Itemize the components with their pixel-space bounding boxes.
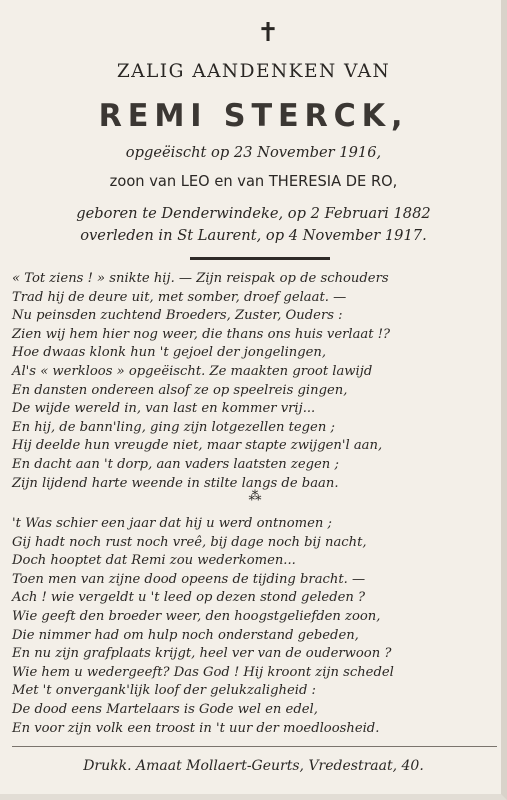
poem-line: Al's « werkloos » opgeëischt. Ze maakten groot lawijd (12, 363, 373, 379)
cross-icon: ✝ (257, 18, 279, 48)
heading: ZALIG AANDENKEN VAN (116, 60, 391, 82)
printer-credit: Drukk. Amaat Mollaert-Geurts, Vredestraat, 40. (83, 758, 424, 774)
poem-line: En dansten ondereen alsof ze op speelreis gingen, (12, 382, 348, 398)
poem-line: 't Was schier een jaar dat hij u werd ontnomen ; (12, 516, 332, 531)
birth-line: geboren te Denderwindeke, op 2 Februari 1882 (76, 204, 431, 222)
deceased-name: REMI STERCK, (98, 98, 409, 134)
poem-line: De dood eens Martelaars is Gode wel en edel, (12, 701, 318, 717)
poem-line: Zijn lijdend harte weende in stilte langs de baan. (12, 475, 339, 491)
poem-line: De wijde wereld in, van last en kommer vrij... (12, 401, 316, 417)
poem-stanza-1 (12, 270, 504, 493)
poem-line: En dacht aan 't dorp, aan vaders laatsten zegen ; (12, 456, 339, 472)
parents-line: zoon van LEO en van THERESIA DE RO, (109, 172, 398, 190)
called-up-date: opgeëischt op 23 November 1916, (125, 143, 382, 161)
footer-rule (12, 746, 497, 747)
poem-line: Toen men van zijne dood opeens de tijding bracht. — (12, 571, 366, 587)
poem-line: Doch hooptet dat Remi zou wederkomen... (12, 553, 296, 569)
poem-line: En nu zijn grafplaats krijgt, heel ver van de ouderwoon ? (12, 646, 392, 662)
poem-line: Hoe dwaas klonk hun 't gejoel der jongelingen, (12, 345, 327, 361)
poem-line: Die nimmer had om hulp noch onderstand gebeden, (12, 627, 359, 643)
poem-line: Trad hij de deure uit, met somber, droef gelaat. — (12, 289, 347, 305)
poem-line: Wie hem u wedergeeft? Das God ! Hij kroont zijn schedel (12, 664, 394, 680)
ornament-icon: ⁂ (248, 489, 262, 504)
poem-line: En voor zijn volk een troost in 't uur der moedloosheid. (12, 720, 380, 736)
poem-line: En hij, de bann'ling, ging zijn lotgezellen tegen ; (12, 419, 335, 435)
poem-line: Nu peinsden zuchtend Broeders, Zuster, Ouders : (12, 308, 343, 324)
poem-line: Gij hadt noch rust noch vreê, bij dage noch bij nacht, (12, 534, 367, 550)
poem-line: Wie geeft den broeder weer, den hoogstgeliefden zoon, (12, 608, 381, 624)
poem-line: Hij deelde hun vreugde niet, maar stapte zwijgen'l aan, (12, 438, 383, 454)
poem-line: « Tot ziens ! » snikte hij. — Zijn reispak op de schouders (12, 271, 389, 286)
poem-line: Zien wij hem hier nog weer, die thans ons huis verlaat !? (12, 326, 391, 342)
death-line: overleden in St Laurent, op 4 November 1917. (80, 226, 427, 244)
divider-rule (190, 257, 330, 260)
poem-line: Met 't onvergank'lijk loof der gelukzaligheid : (12, 683, 316, 699)
poem-line: Ach ! wie vergeldt u 't leed op dezen stond geleden ? (12, 590, 366, 606)
poem-stanza-2 (12, 515, 504, 738)
